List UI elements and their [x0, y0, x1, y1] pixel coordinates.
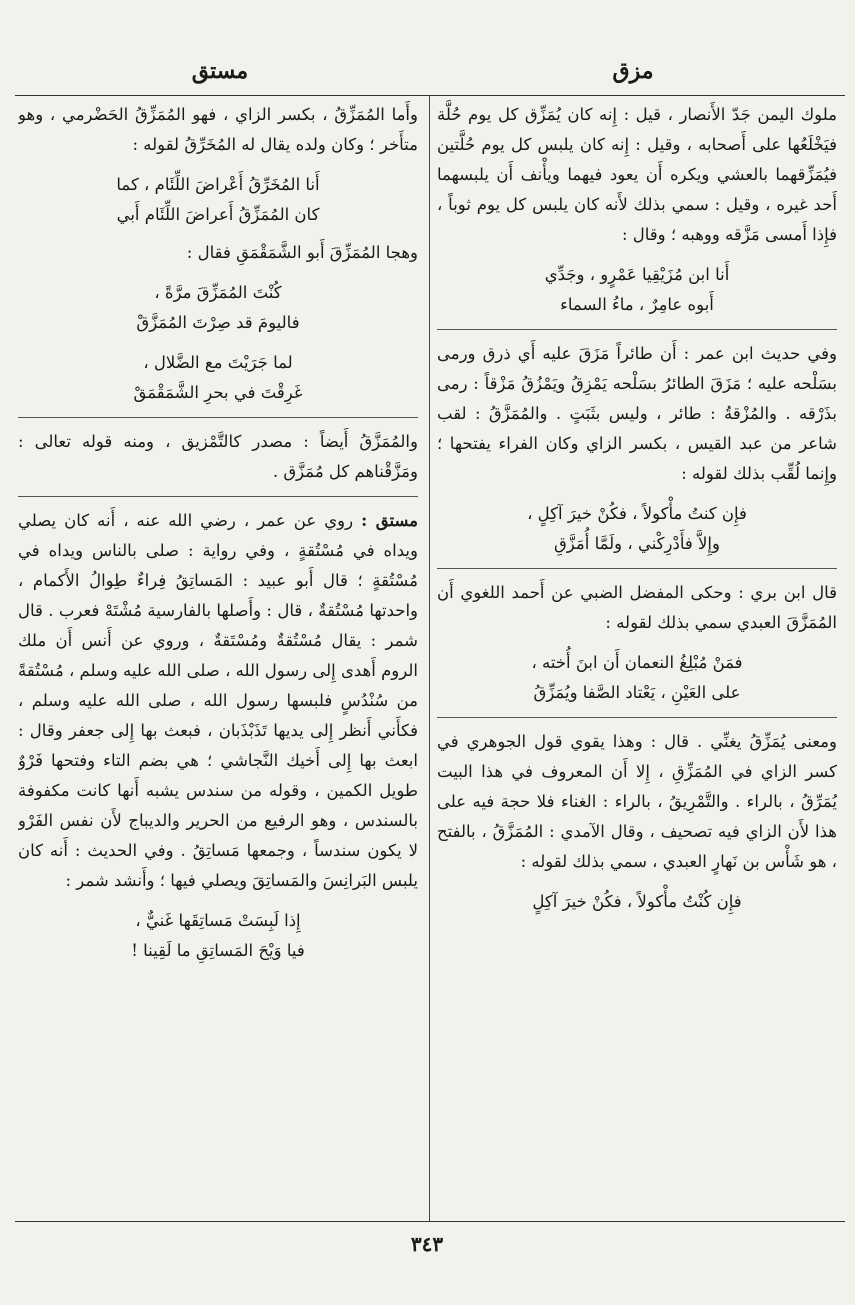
- left-column: [18, 100, 418, 1215]
- verse-line: إِذا لَبِسَتْ مَساتِقَها غَنيٌّ ،: [135, 911, 301, 930]
- entry-headword: مستق :: [361, 511, 418, 530]
- verse-line: فإِن كُنْتُ مأْكولاً ، فكُنْ خيرَ آكِلٍ: [532, 892, 742, 911]
- verse-line: وإِلاَّ فأَدْرِكْني ، ولَمَّا أُمَزَّقِ: [554, 534, 720, 553]
- section-divider: [437, 568, 837, 569]
- section-divider: [18, 496, 418, 497]
- column-divider: [429, 96, 430, 1221]
- section-divider: [437, 329, 837, 330]
- verse-line: غَرِقْتَ في بحرِ الشَّمَقْمَقْ: [133, 383, 303, 402]
- verse: [437, 499, 837, 559]
- section-divider: [18, 417, 418, 418]
- verse: [437, 648, 837, 708]
- paragraph: ومعنى يُمَزِّقُ يغنِّي . قال : وهذا يقوي قول الجوهري في كسر الزاي في المُمَزِّقِ ، إِلا أَن المعروف في هذا البيت يُمَرِّقُ ، بالراء . والتَّمْرِيقُ ، بالراء : الغناء فلا حجة فيه على هذا لأَن الزاي فيه تصحيف ، وقال الآمدي : المُمَزَّقُ ، بالفتح ، هو شَأْس بن نَهارٍ العبدي ، سمي بذلك لقوله :: [437, 732, 837, 871]
- verse-line: كُنْتَ المُمَزِّقَ مرَّةً ،: [154, 283, 282, 302]
- paragraph: ملوك اليمن جَدّ الأَنصار ، قيل : إِنه كان يُمَزِّق كل يوم حُلَّة فيَخْلَعُها على أَصحابه ، وقيل : إِنه كان يلبس كل يوم حُلَّتين فيُمَزِّقهما بالعشي ويكره أَن يعود فيهما ويأْنف أَن يلبسهما أَحد غيره ، وقيل : سمي بذلك لأَنه كان يلبس كل يوم ثوباً ، فإِذا أَمسى مَزَّقه ووهبه ؛ وقال :: [437, 105, 837, 244]
- verse: [18, 278, 418, 338]
- verse-line: فيا وَيْحَ المَساتِقِ ما لَقِينا !: [131, 941, 305, 960]
- entry-paragraph: [18, 506, 418, 896]
- right-column: [437, 100, 837, 1215]
- paragraph: وأَما المُمَزِّقُ ، بكسر الزاي ، فهو المُمَزِّقُ الحَضْرمي ، وهو متأَخر ؛ وكان ولده يقال له المُخَرِّقُ لقوله :: [18, 105, 418, 154]
- verse-line: فمَنْ مُبْلِغُ النعمان أَن ابنَ أُخته ،: [531, 653, 743, 672]
- paragraph: وفي حديث ابن عمر : أَن طائراً مَزَقَ عليه أَي ذرق ورمى بسَلْحه عليه ؛ مَزَقَ الطائرُ بسَلْحه يَمْزِقُ ويَمْزُقُ مَزْقاً : رمى بذَرْقه . والمُزْقةُ : طائر ، وليس بثَبَتٍ . والمُمَزَّقُ : لقب شاعر من عبد القيس ، بكسر الزاي وكان الفراء يفتحها ؛ وإِنما لُقِّب بذلك لقوله :: [437, 344, 837, 483]
- entry-text: روي عن عمر ، رضي الله عنه ، أَنه كان يصلي ويداه في مُسْتُقةٍ ، وفي رواية : صلى بالناس ويداه في مُسْتُقةٍ ؛ قال أَبو عبيد : المَساتِقُ فِراءٌ طِوالُ الأَكمام ، واحدتها مُسْتُقةٌ ، قال : وأَصلها بالفارسية مُشْتَهْ فعرب . قال شمر : يقال مُسْتُقةٌ ومُسْتَقةٌ ، وروي عن أَنس أَن ملك الروم أَهدى إِلى رسول الله ، صلى الله عليه وسلم ، مُسْتُقةً من سُنْدُسٍ فلبسها رسول الله ، صلى الله عليه وسلم ، فكأَني أَنظر إِلى يديها تَذَبْذَبان ، فبعث بها إِلى جعفر وقال : ابعث بها إِلى أَخيك النَّجاشي ؛ هي بضم التاء وفتحها فَرْوٌ طويل الكمين ، وقوله من سندس يشبه أَنها كانت مكفوفة بالسندس ، وهو الرفيع من الحرير والديباج لأَن نفس الفَرْو لا يكون سندساً ، وجمعها مَساتِقُ . وفي الحديث : أَنه كان يلبس البَرانِسَ والمَساتِقَ ويصلي فيها ؛ وأَنشد شمر :: [18, 511, 418, 890]
- verse-line: أَبوه عامِرٌ ، ماءُ السماء: [560, 295, 714, 314]
- verse: [437, 887, 837, 917]
- verse-line: كان المُمَزِّقُ أَعراضَ اللِّئَام أَبي: [116, 205, 320, 224]
- paragraph: قال ابن بري : وحكى المفضل الضبي عن أَحمد اللغوي أَن المُمَزَّقَ العبدي سمي بذلك لقوله :: [437, 583, 837, 632]
- verse: [437, 260, 837, 320]
- verse-line: على العَيْنِ ، يَعْتاد الصَّفا ويُمَزِّقُ: [533, 683, 741, 702]
- verse: [18, 348, 418, 408]
- verse: [18, 906, 418, 966]
- verse-line: أَنا ابن مُزَيْقِيا عَمْرٍو ، وجَدِّي: [544, 265, 730, 284]
- paragraph: والمُمَزَّقُ أَيضاً : مصدر كالتَّمْزيق ، ومنه قوله تعالى : ومَزَّقْناهم كل مُمَزَّق .: [18, 432, 418, 481]
- page-number: ٣٤٣: [410, 1232, 444, 1256]
- verse-line: فإِن كنتُ مأْكولاً ، فكُنْ خيرَ آكِلٍ ،: [527, 504, 747, 523]
- header-left-word: مستق: [191, 58, 249, 84]
- verse-line: لما جَرَيْتَ مع الضَّلال ،: [143, 353, 293, 372]
- bottom-rule: [15, 1221, 845, 1222]
- verse-line: أَنا المُخَرِّقُ أَعْراضَ اللِّئَام ، كما: [116, 175, 320, 194]
- header-right-word: مزق: [612, 58, 654, 84]
- section-divider: [437, 717, 837, 718]
- top-rule: [15, 95, 845, 96]
- paragraph: وهجا المُمَزِّقَ أَبو الشَّمَقْمَقِ فقال :: [186, 243, 418, 262]
- verse-line: فاليومَ قد صِرْتَ المُمَزَّقْ: [136, 313, 300, 332]
- verse: [18, 170, 418, 230]
